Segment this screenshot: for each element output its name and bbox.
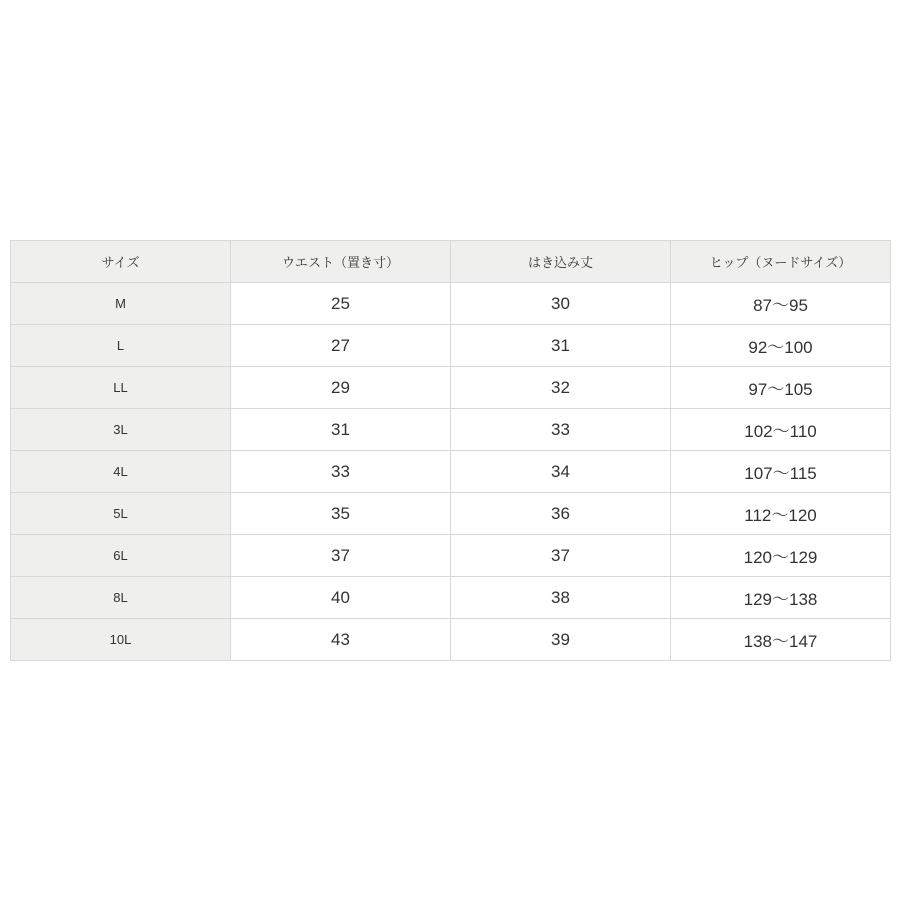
size-label: 5L [11,493,231,535]
column-header-hip: ヒップ（ヌードサイズ） [671,241,891,283]
hip-value: 112～120 [671,493,891,535]
waist-value: 40 [231,577,451,619]
hip-value: 102～110 [671,409,891,451]
table-row [11,451,891,493]
waist-value: 33 [231,451,451,493]
hip-value: 138～147 [671,619,891,661]
size-label: 6L [11,535,231,577]
hip-value: 107～115 [671,451,891,493]
size-label: 4L [11,451,231,493]
hip-value: 92～100 [671,325,891,367]
column-header-size: サイズ [11,241,231,283]
size-label: 8L [11,577,231,619]
inseam-value: 38 [451,577,671,619]
table-row [11,409,891,451]
waist-value: 37 [231,535,451,577]
inseam-value: 34 [451,451,671,493]
waist-value: 25 [231,283,451,325]
size-chart-table [10,240,891,661]
hip-value: 97～105 [671,367,891,409]
waist-value: 31 [231,409,451,451]
inseam-value: 30 [451,283,671,325]
table-row [11,367,891,409]
size-label: L [11,325,231,367]
table-row [11,535,891,577]
inseam-value: 36 [451,493,671,535]
inseam-value: 31 [451,325,671,367]
size-label: M [11,283,231,325]
inseam-value: 33 [451,409,671,451]
inseam-value: 32 [451,367,671,409]
table-row [11,283,891,325]
size-label: 10L [11,619,231,661]
size-label: 3L [11,409,231,451]
column-header-waist: ウエスト（置き寸） [231,241,451,283]
size-chart [10,240,891,661]
waist-value: 27 [231,325,451,367]
size-label: LL [11,367,231,409]
table-row [11,619,891,661]
inseam-value: 37 [451,535,671,577]
table-header-row [11,241,891,283]
hip-value: 129～138 [671,577,891,619]
waist-value: 29 [231,367,451,409]
waist-value: 43 [231,619,451,661]
table-row [11,325,891,367]
table-row [11,493,891,535]
inseam-value: 39 [451,619,671,661]
table-row [11,577,891,619]
hip-value: 120～129 [671,535,891,577]
hip-value: 87～95 [671,283,891,325]
column-header-inseam: はき込み丈 [451,241,671,283]
waist-value: 35 [231,493,451,535]
